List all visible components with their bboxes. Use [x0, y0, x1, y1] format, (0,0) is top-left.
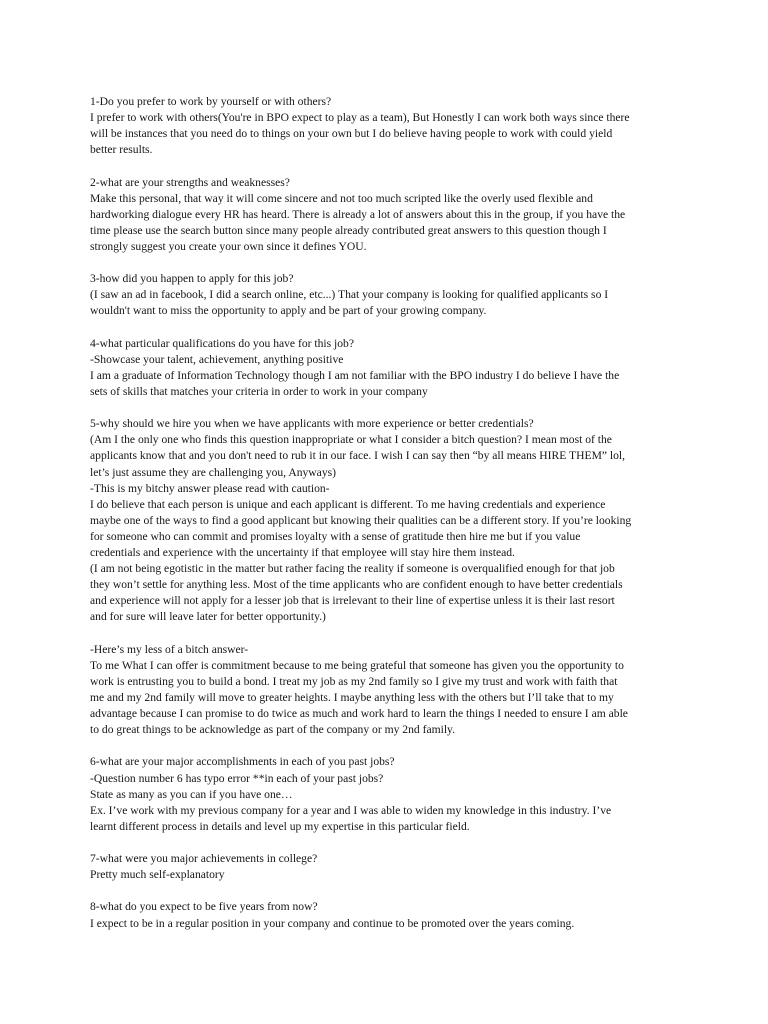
answer-line: let’s just assume they are challenging you, Anyways): [90, 465, 336, 479]
document-body: [90, 94, 698, 932]
answer-line: (Am I the only one who finds this question inappropriate or what I consider a bitch question? I mean most of the: [90, 433, 612, 447]
answer-line: learnt different process in details and level up my expertise in this particular field.: [90, 819, 470, 833]
answer-line: To me What I can offer is commitment because to me being grateful that someone has given you the opportunity to: [90, 658, 624, 672]
question-3: [90, 271, 698, 319]
answer-line: advantage because I can promise to do twice as much and work hard to learn the things I needed to ensure I am able: [90, 707, 628, 721]
answer-line: strongly suggest you create your own since it defines YOU.: [90, 239, 367, 253]
question-6: [90, 754, 698, 834]
answer-line: maybe one of the ways to find a good applicant but knowing their qualities can be a different story. If you’re looking: [90, 513, 632, 527]
question-heading: 6-what are your major accomplishments in each of you past jobs?: [90, 755, 395, 769]
question-heading: 4-what particular qualifications do you have for this job?: [90, 336, 355, 350]
question-heading: 8-what do you expect to be five years from now?: [90, 900, 318, 914]
answer-line: I expect to be in a regular position in your company and continue to be promoted over the years coming.: [90, 916, 575, 930]
answer-line: better results.: [90, 143, 153, 157]
answer-subheading: -Here’s my less of a bitch answer-: [90, 642, 249, 656]
answer-line: and experience will not apply for a lesser job that is irrelevant to their line of expertise unless it is their last resort: [90, 594, 615, 608]
answer-line: (I am not being egotistic in the matter but rather facing the reality if someone is overqualified enough for that job: [90, 562, 615, 576]
question-heading: 3-how did you happen to apply for this job?: [90, 272, 294, 286]
answer-line: -This is my bitchy answer please read with caution-: [90, 481, 330, 495]
question-7: [90, 851, 698, 883]
question-2: [90, 175, 698, 255]
answer-line: Make this personal, that way it will come sincere and not too much scripted like the overly used flexible and: [90, 191, 593, 205]
answer-line: and for sure will leave later for better opportunity.): [90, 610, 326, 624]
answer-line: I do believe that each person is unique and each applicant is different. To me having credentials and experience: [90, 497, 606, 511]
question-4: [90, 336, 698, 400]
answer-line: Ex. I’ve work with my previous company for a year and I was able to widen my knowledge in this industry. I’ve: [90, 803, 612, 817]
answer-line: will be instances that you need do to things on your own but I do believe having people to work with could yield: [90, 127, 613, 141]
answer-line: to do great things to be acknowledge as part of the company or my 2nd family.: [90, 723, 455, 737]
answer-line: I prefer to work with others(You're in BPO expect to play as a team), But Honestly I can work both ways since there: [90, 111, 630, 125]
answer-line: for someone who can commit and promises loyalty with a sense of gratitude then hire me but if you value: [90, 529, 581, 543]
question-heading: 2-what are your strengths and weaknesses?: [90, 175, 290, 189]
answer-line: wouldn't want to miss the opportunity to apply and be part of your growing company.: [90, 304, 487, 318]
answer-line: applicants know that and you don't need to rub it in our face. I wish I can say then “by all means HIRE THEM” lol,: [90, 449, 626, 463]
answer-line: I am a graduate of Information Technology though I am not familiar with the BPO industry I do believe I have the: [90, 368, 620, 382]
question-5: [90, 416, 698, 625]
answer-line: (I saw an ad in facebook, I did a search online, etc...) That your company is looking for qualified applicants so I: [90, 288, 609, 302]
answer-line: sets of skills that matches your criteria in order to work in your company: [90, 384, 428, 398]
alternate-answer-5: [90, 642, 698, 739]
question-heading: 1-Do you prefer to work by yourself or with others?: [90, 95, 332, 108]
answer-line: me and my 2nd family will move to greater heights. I maybe anything less with the others but I’ll take that to my: [90, 690, 614, 704]
answer-line: State as many as you can if you have one…: [90, 787, 293, 801]
answer-line: -Question number 6 has typo error **in each of your past jobs?: [90, 771, 384, 785]
answer-line: -Showcase your talent, achievement, anything positive: [90, 352, 344, 366]
question-heading: 5-why should we hire you when we have applicants with more experience or better credentials?: [90, 417, 534, 431]
question-1: [90, 94, 698, 158]
answer-line: hardworking dialogue every HR has heard. There is already a lot of answers about this in the group, if you have the: [90, 207, 626, 221]
question-heading: 7-what were you major achievements in college?: [90, 852, 318, 866]
answer-line: Pretty much self-explanatory: [90, 868, 225, 882]
answer-line: work is entrusting you to build a bond. I treat my job as my 2nd family so I give my trust and work with faith that: [90, 674, 618, 688]
question-8: [90, 899, 698, 931]
answer-line: time please use the search button since many people already contributed great answers to this question though I: [90, 223, 607, 237]
answer-line: credentials and experience with the uncertainty if that employee will stay hire them instead.: [90, 546, 515, 559]
answer-line: they won’t settle for anything less. Most of the time applicants who are confident enough to have better credentials: [90, 578, 623, 592]
